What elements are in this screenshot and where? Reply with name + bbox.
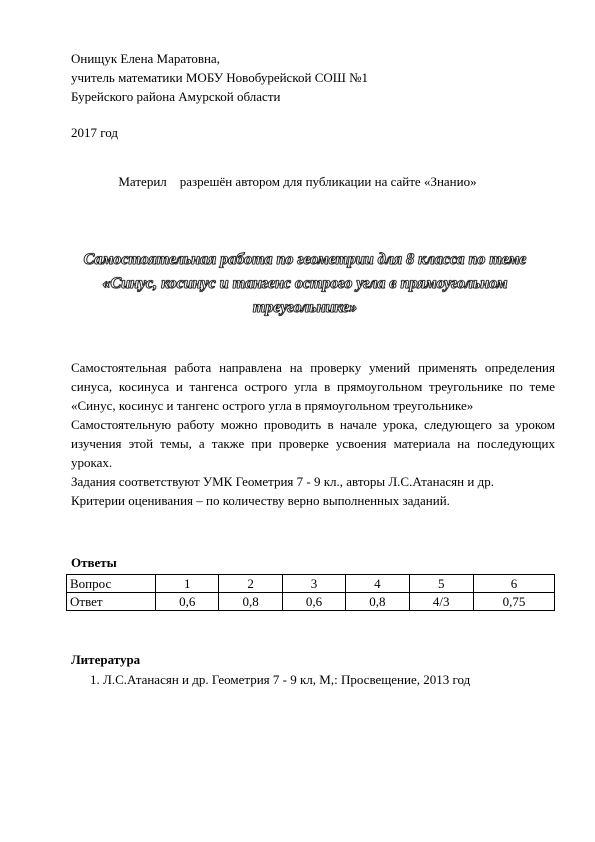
table-cell: 2: [219, 575, 282, 593]
author-position: учитель математики МОБУ Новобурейской СОШ №1: [71, 70, 369, 85]
table-cell: 6: [473, 575, 554, 593]
table-cell: 3: [282, 575, 345, 593]
permission-note: Материл разрешён автором для публикации на сайте «Знанио»: [118, 174, 477, 189]
table-header-cell: Вопрос: [67, 575, 156, 593]
table-header-cell: Ответ: [67, 593, 156, 611]
title-line-2: «Синус, косинус и тангенс острого угла в прямоугольном: [102, 275, 508, 292]
table-cell: 4: [346, 575, 409, 593]
answers-heading: Ответы: [71, 555, 117, 570]
author-name: Онищук Елена Маратовна,: [71, 51, 220, 66]
table-cell: 1: [156, 575, 219, 593]
intro-paragraph-4: Критерии оценивания – по количеству верно выполненных заданий.: [71, 493, 450, 508]
table-cell: 5: [409, 575, 473, 593]
table-cell: 0,6: [156, 593, 219, 611]
literature-list: [90, 672, 470, 688]
literature-heading: Литература: [71, 652, 141, 667]
intro-paragraph-2: Самостоятельную работу можно проводить в начале урока, следующего за уроком изучения этой темы, а также при проверке усвоения материала на последующих уроках.: [71, 417, 555, 470]
title-line-1: Самостоятельная работа по геометрии для 8 класса по теме: [83, 251, 527, 268]
author-block: [71, 49, 368, 106]
table-cell: 0,8: [346, 593, 409, 611]
intro-paragraph-3: Задания соответствуют УМК Геометрия 7 - 9 кл., авторы Л.С.Атанасян и др.: [71, 474, 494, 489]
table-cell: 4/3: [409, 593, 473, 611]
intro-paragraph-1: Самостоятельная работа направлена на проверку умений применять определения синуса, косинуса и тангенса острого угла в прямоугольном треугольнике по теме «Синус, косинус и тангенс острого угла в прямоугольном треугольнике»: [71, 360, 555, 413]
document-title: [70, 248, 540, 320]
title-line-3: треугольнике»: [252, 299, 358, 316]
table-row: [67, 593, 555, 611]
intro-section: [71, 358, 555, 510]
author-region: Бурейского района Амурской области: [71, 89, 281, 104]
table-cell: 0,8: [219, 593, 282, 611]
year-text: 2017 год: [71, 125, 118, 140]
table-row: [67, 575, 555, 593]
table-cell: 0,6: [282, 593, 345, 611]
table-cell: 0,75: [473, 593, 554, 611]
answers-table: [66, 574, 555, 611]
list-item: 1. Л.С.Атанасян и др. Геометрия 7 - 9 кл, М,: Просвещение, 2013 год: [90, 672, 471, 687]
